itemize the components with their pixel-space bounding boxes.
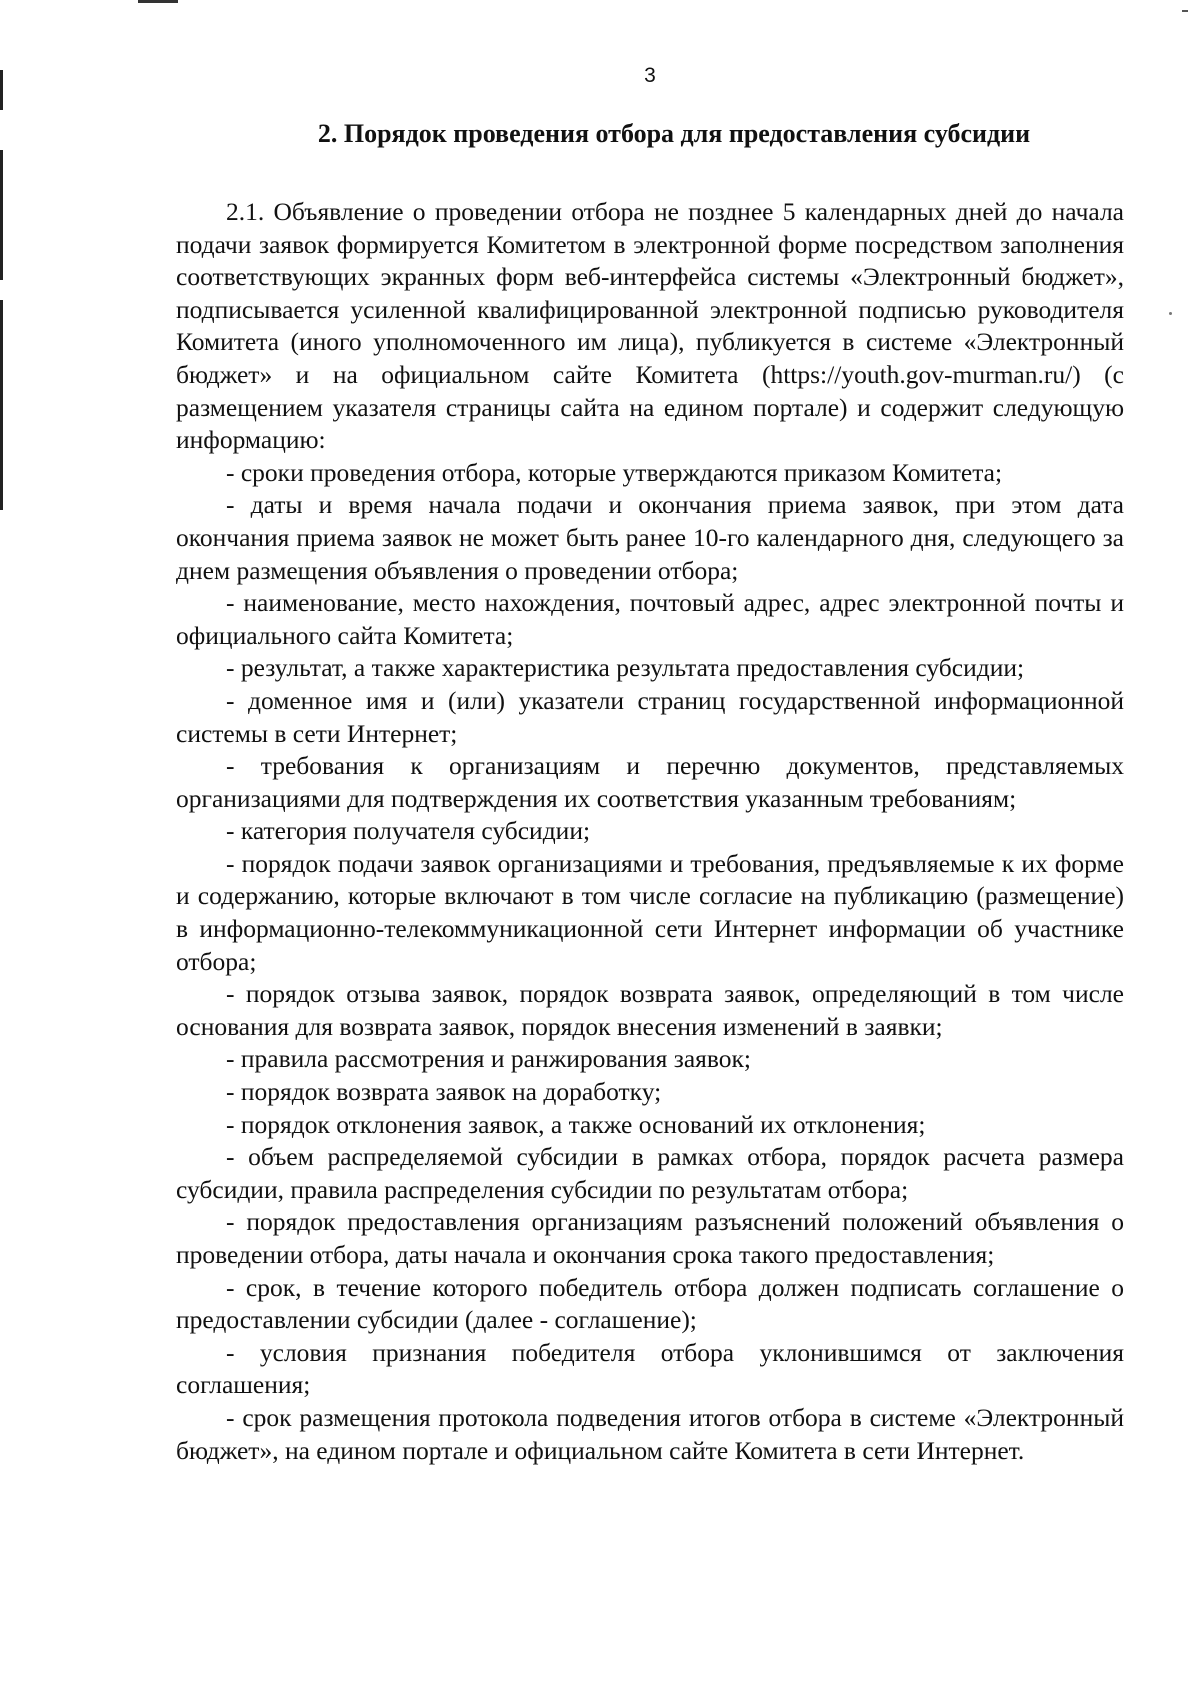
- list-item: - порядок возврата заявок на доработку;: [226, 1077, 662, 1107]
- document-body: [176, 118, 1124, 1467]
- paragraph-intro: 2.1. Объявление о проведении отбора не позднее 5 календарных дней до начала подачи заявок формируется Комитетом в электронной форме посредством заполнения соответствующих экранных форм веб-интерфейса системы «Электронный бюджет», подписывается усиленной квалифицированной электронной подписью руководителя Комитета (иного уполномоченного им лица), публикуется в системе «Электронный бюджет» и на официальном сайте Комитета (https://youth.gov-murman.ru/) (с размещением указателя страницы сайта на едином портале) и содержит следующую информацию:: [176, 197, 1124, 455]
- scan-top-mark: [138, 0, 178, 3]
- scan-dot: [1169, 312, 1172, 315]
- list-item: - порядок отзыва заявок, порядок возврата заявок, определяющий в том числе основания для возврата заявок, порядок внесения изменений в заявки;: [176, 979, 1124, 1041]
- list-item: - срок, в течение которого победитель отбора должен подписать соглашение о предоставлении субсидии (далее - соглашение);: [176, 1272, 1124, 1335]
- list-item: - результат, а также характеристика результата предоставления субсидии;: [226, 653, 1025, 683]
- scan-edge-artifact: [0, 0, 3, 1701]
- list-item: - срок размещения протокола подведения итогов отбора в системе «Электронный бюджет», на едином портале и официальном сайте Комитета в сети Интернет.: [176, 1402, 1124, 1465]
- list-item: - категория получателя субсидии;: [226, 816, 591, 846]
- list-item: - объем распределяемой субсидии в рамках отбора, порядок расчета размера субсидии, правила распределения субсидии по результатам отбора;: [176, 1142, 1124, 1204]
- list-item: - наименование, место нахождения, почтовый адрес, адрес электронной почты и официального сайта Комитета;: [176, 588, 1124, 650]
- list-item: - условия признания победителя отбора уклонившимся от заключения соглашения;: [176, 1337, 1124, 1400]
- list-item: - порядок предоставления организациям разъяснений положений объявления о проведении отбора, даты начала и окончания срока такого предоставления;: [176, 1207, 1124, 1269]
- scan-top-right-mark: [1182, 10, 1188, 12]
- section-title: 2. Порядок проведения отбора для предоставления субсидии: [317, 119, 1031, 148]
- page-number: 3: [644, 64, 656, 87]
- list-item: - порядок подачи заявок организациями и требования, предъявляемые к их форме и содержанию, которые включают в том числе согласие на публикацию (размещение) в информационно-телекоммуникационной сети Интернет информации об участнике отбора;: [176, 848, 1124, 976]
- list-item: - порядок отклонения заявок, а также оснований их отклонения;: [226, 1109, 926, 1139]
- list-item: - требования к организациям и перечню документов, представляемых организациями для подтверждения их соответствия указанным требованиям;: [176, 751, 1124, 813]
- list-item: - доменное имя и (или) указатели страниц государственной информационной системы в сети Интернет;: [176, 685, 1124, 748]
- list-item: - даты и время начала подачи и окончания приема заявок, при этом дата окончания приема заявок не может быть ранее 10-го календарного дня, следующего за днем размещения объявления о проведении отбора;: [176, 490, 1124, 585]
- list-item: - правила рассмотрения и ранжирования заявок;: [226, 1044, 751, 1074]
- list-item: - сроки проведения отбора, которые утверждаются приказом Комитета;: [226, 457, 1003, 487]
